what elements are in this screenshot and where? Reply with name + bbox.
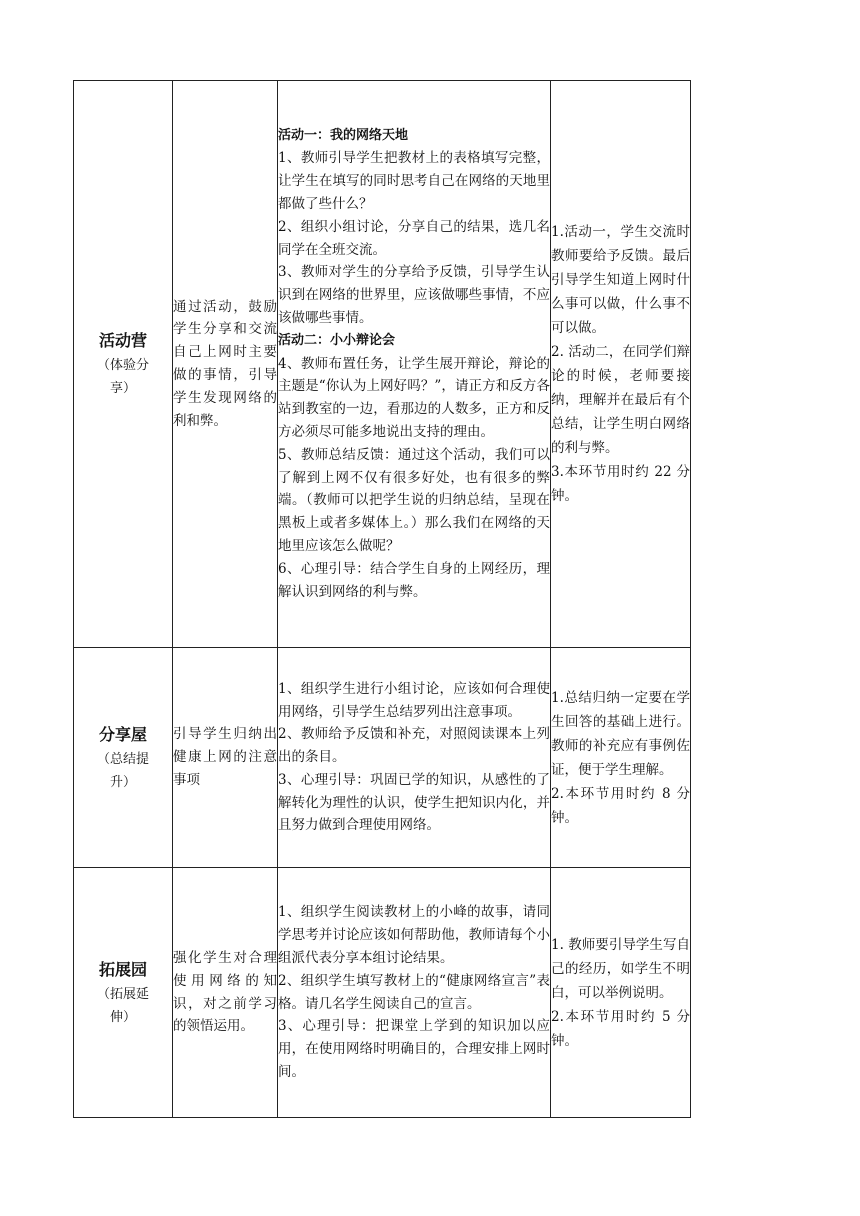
goal-cell: 通过活动，鼓励学生分享和交流自己上网时主要做的事情，引导学生发现网络的利和弊。 [173, 81, 278, 648]
activities-cell [278, 648, 551, 868]
table-row [74, 81, 691, 648]
activity-step: 1、组织学生进行小组讨论，应该如何合理使用网络，引导学生总结罗列出注意事项。 [278, 680, 550, 720]
stage-name: 拓展园 [98, 959, 147, 979]
teaching-note: 3.本环节用时约 22 分钟。 [551, 464, 690, 504]
activity-step: 2、教师给予反馈和补充，对照阅读课本上列出的条目。 [278, 726, 550, 766]
activity-step: 2、组织学生填写教材上的“健康网络宣言”表格。请几名学生阅读自己的宣言。 [278, 972, 550, 1012]
goal-cell: 引导学生归纳出健康上网的注意事项 [173, 648, 278, 868]
notes-cell [551, 648, 691, 868]
table-row [74, 868, 691, 1118]
stage-subtitle: （体验分享） [96, 358, 149, 396]
activity-step: 1、教师引导学生把教材上的表格填写完整，让学生在填写的同时思考自己在网络的天地里都做了些什么？ [278, 150, 550, 213]
lesson-plan-table [73, 80, 691, 1118]
lesson-plan-body [74, 81, 691, 1118]
goal-cell: 强化学生对合理使用网络的知识，对之前学习的领悟运用。 [173, 868, 278, 1118]
activity-step: 2、组织小组讨论，分享自己的结果，选几名同学在全班交流。 [278, 218, 550, 258]
teaching-note: 1. 教师要引导学生写自己的经历，如学生不明白，可以举例说明。 [551, 936, 690, 1001]
stage-cell [74, 648, 173, 868]
activity-step: 4、教师布置任务，让学生展开辩论，辩论的主题是“你认为上网好吗？”，请正方和反方各站到教室的一边，看那边的人数多，正方和反方必须尽可能多地说出支持的理由。 [278, 355, 550, 440]
stage-name: 活动营 [98, 331, 147, 350]
stage-subtitle: （拓展延伸） [96, 986, 149, 1025]
notes-cell [551, 868, 691, 1118]
activity-step: 3、心理引导：把课堂上学到的知识加以应用，在使用网络时明确目的，合理安排上网时间。 [278, 1018, 550, 1080]
stage-name: 分享屋 [98, 724, 147, 744]
activity-step: 6、心理引导：结合学生自身的上网经历，理解认识到网络的利与弊。 [278, 560, 550, 600]
activities-cell [278, 868, 551, 1118]
activity-step: 1、组织学生阅读教材上的小峰的故事，请同学思考并讨论应该如何帮助他，教师请每个小组派代表分享本组讨论结果。 [278, 904, 550, 966]
teaching-note: 2. 活动二，在同学们辩论的时候，老师要接纳，理解并在最后有个总结，让学生明白网络的利与弊。 [551, 344, 690, 456]
activity-heading: 活动一：我的网络天地 [278, 127, 409, 143]
teaching-note: 1.总结归纳一定要在学生回答的基础上进行。教师的补充应有事例佐证，便于学生理解。 [551, 689, 690, 778]
teaching-note: 1.活动一，学生交流时教师要给予反馈。最后引导学生知道上网时什么事可以做，什么事不可以做。 [551, 224, 690, 336]
activity-step: 5、教师总结反馈：通过这个活动，我们可以了解到上网不仅有很多好处，也有很多的弊端。（教师可以把学生说的归纳总结，呈现在黑板上或者多媒体上。）那么我们在网络的天地里应该怎么做呢？ [278, 446, 550, 554]
activity-heading: 活动二：小小辩论会 [278, 332, 396, 348]
teaching-note: 2.本环节用时约 5 分钟。 [551, 1008, 690, 1049]
activity-step: 3、教师对学生的分享给予反馈，引导学生认识到在网络的世界里，应该做哪些事情，不应该做哪些事情。 [278, 264, 550, 326]
teaching-note: 2.本环节用时约 8 分钟。 [551, 785, 690, 826]
notes-cell [551, 81, 691, 648]
stage-cell [74, 868, 173, 1118]
activities-cell [278, 81, 551, 648]
stage-cell [74, 81, 173, 648]
table-row [74, 648, 691, 868]
activity-step: 3、心理引导：巩固已学的知识，从感性的了解转化为理性的认识，使学生把知识内化，并且努力做到合理使用网络。 [278, 771, 550, 834]
stage-subtitle: （总结提升） [96, 751, 149, 790]
